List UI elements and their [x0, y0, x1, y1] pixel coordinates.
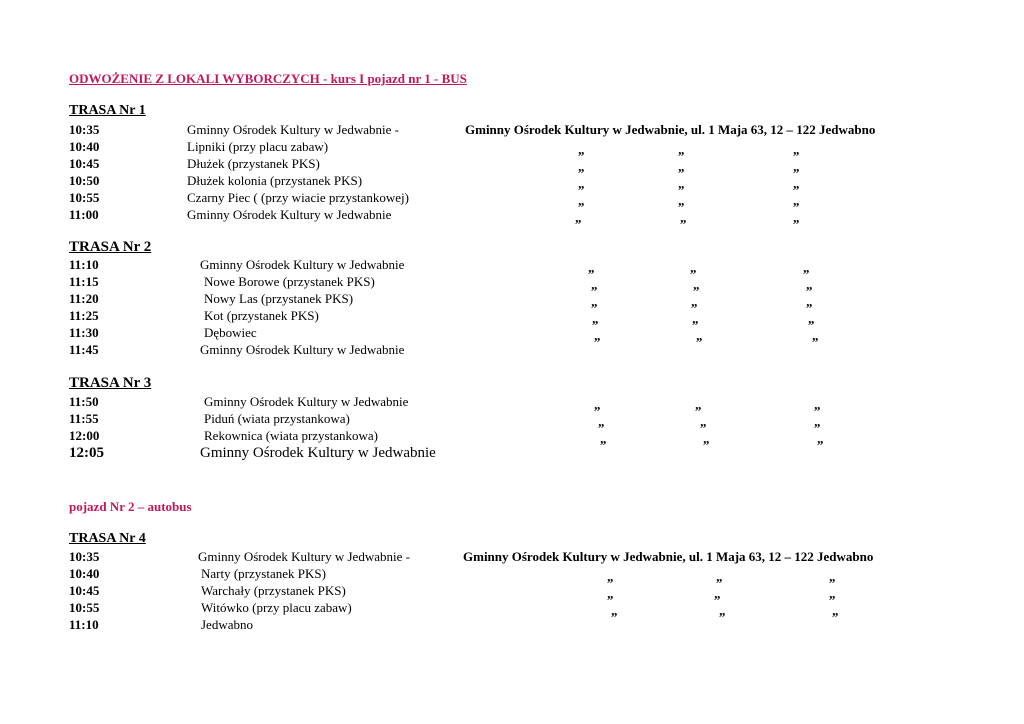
- ditto-mark: „: [691, 294, 698, 309]
- ditto-mark: „: [578, 176, 585, 191]
- route-3-place: Piduń (wiata przystankowa): [204, 411, 350, 426]
- route-4-time: 11:10: [69, 617, 99, 632]
- ditto-mark: „: [695, 397, 702, 412]
- route-1-time: 10:50: [69, 173, 100, 188]
- route-4-place: Narty (przystanek PKS): [201, 566, 326, 581]
- route-3-time: 12:05: [69, 445, 104, 461]
- route-3-time: 11:55: [69, 411, 99, 426]
- ditto-mark: „: [575, 210, 582, 225]
- ditto-mark: „: [803, 260, 810, 275]
- ditto-mark: „: [594, 397, 601, 412]
- ditto-mark: „: [578, 159, 585, 174]
- route-4-title: TRASA Nr 4: [69, 531, 146, 546]
- route-4-place: Witówko (przy placu zabaw): [201, 600, 352, 615]
- route-3-place: Gminny Ośrodek Kultury w Jedwabnie: [200, 445, 436, 461]
- route-1-time: 10:45: [69, 156, 100, 171]
- route-1-place: Lipniki (przy placu zabaw): [187, 139, 329, 154]
- ditto-mark: „: [700, 414, 707, 429]
- ditto-mark: „: [692, 311, 699, 326]
- route-4-place: Jedwabno: [201, 617, 253, 632]
- ditto-mark: „: [592, 311, 599, 326]
- route-2-place: Nowe Borowe (przystanek PKS): [204, 274, 375, 289]
- ditto-mark: „: [793, 193, 800, 208]
- route-1-time: 10:55: [69, 190, 100, 205]
- route-1-title: TRASA Nr 1: [69, 103, 146, 118]
- route-4-destination: Gminny Ośrodek Kultury w Jedwabnie, ul. 1 Maja 63, 12 – 122 Jedwabno: [463, 549, 874, 564]
- ditto-mark: „: [814, 397, 821, 412]
- ditto-mark: „: [719, 603, 726, 618]
- document-title: ODWOŻENIE Z LOKALI WYBORCZYCH - kurs I pojazd nr 1 - BUS: [69, 71, 467, 86]
- route-1-destination: Gminny Ośrodek Kultury w Jedwabnie, ul. 1 Maja 63, 12 – 122 Jedwabno: [465, 122, 876, 137]
- ditto-mark: „: [591, 294, 598, 309]
- route-4-time: 10:35: [69, 549, 100, 564]
- route-2-place: Gminny Ośrodek Kultury w Jedwabnie: [200, 342, 405, 357]
- ditto-mark: „: [578, 142, 585, 157]
- ditto-mark: „: [793, 176, 800, 191]
- ditto-mark: „: [696, 328, 703, 343]
- ditto-mark: „: [607, 586, 614, 601]
- route-1-place: Gminny Ośrodek Kultury w Jedwabnie: [187, 207, 392, 222]
- route-1-place: Czarny Piec ( (przy wiacie przystankowej): [187, 190, 409, 205]
- vehicle-2-title: pojazd Nr 2 – autobus: [69, 499, 192, 514]
- ditto-mark: „: [806, 277, 813, 292]
- ditto-mark: „: [678, 193, 685, 208]
- ditto-mark: „: [703, 431, 710, 446]
- route-3-title: TRASA Nr 3: [69, 375, 152, 391]
- ditto-mark: „: [714, 586, 721, 601]
- ditto-mark: „: [690, 260, 697, 275]
- ditto-mark: „: [793, 210, 800, 225]
- ditto-mark: „: [829, 586, 836, 601]
- ditto-mark: „: [808, 311, 815, 326]
- ditto-mark: „: [829, 569, 836, 584]
- route-2-time: 11:15: [69, 274, 99, 289]
- ditto-mark: „: [600, 431, 607, 446]
- ditto-mark: „: [594, 328, 601, 343]
- route-1-place: Gminny Ośrodek Kultury w Jedwabnie -: [187, 122, 399, 137]
- route-2-time: 11:10: [69, 257, 99, 272]
- route-3-place: Rekownica (wiata przystankowa): [204, 428, 378, 443]
- ditto-mark: „: [817, 431, 824, 446]
- route-2-place: Nowy Las (przystanek PKS): [204, 291, 354, 306]
- ditto-mark: „: [693, 277, 700, 292]
- route-2-time: 11:20: [69, 291, 99, 306]
- ditto-mark: „: [806, 294, 813, 309]
- route-1-place: Dłużek kolonia (przystanek PKS): [187, 173, 363, 188]
- route-3-place: Gminny Ośrodek Kultury w Jedwabnie: [204, 394, 409, 409]
- route-2-time: 11:45: [69, 342, 99, 357]
- route-4-place: Gminny Ośrodek Kultury w Jedwabnie -: [198, 549, 410, 564]
- ditto-mark: „: [678, 176, 685, 191]
- route-2-time: 11:25: [69, 308, 99, 323]
- route-1-time: 11:00: [69, 207, 99, 222]
- ditto-mark: „: [611, 603, 618, 618]
- route-2-place: Gminny Ośrodek Kultury w Jedwabnie: [200, 257, 405, 272]
- ditto-mark: „: [678, 142, 685, 157]
- route-2-title: TRASA Nr 2: [69, 239, 152, 255]
- ditto-mark: „: [680, 210, 687, 225]
- ditto-mark: „: [832, 603, 839, 618]
- route-4-time: 10:45: [69, 583, 100, 598]
- ditto-mark: „: [678, 159, 685, 174]
- ditto-mark: „: [814, 414, 821, 429]
- ditto-mark: „: [607, 569, 614, 584]
- route-1-place: Dłużek (przystanek PKS): [187, 156, 320, 171]
- ditto-mark: „: [591, 277, 598, 292]
- route-4-time: 10:55: [69, 600, 100, 615]
- route-2-place: Dębowiec: [204, 325, 257, 340]
- ditto-mark: „: [578, 193, 585, 208]
- ditto-mark: „: [793, 159, 800, 174]
- route-4-place: Warchały (przystanek PKS): [201, 583, 346, 598]
- ditto-mark: „: [716, 569, 723, 584]
- ditto-mark: „: [598, 414, 605, 429]
- ditto-mark: „: [793, 142, 800, 157]
- route-2-time: 11:30: [69, 325, 99, 340]
- ditto-mark: „: [588, 260, 595, 275]
- route-4-time: 10:40: [69, 566, 100, 581]
- route-1-time: 10:40: [69, 139, 100, 154]
- route-2-place: Kot (przystanek PKS): [204, 308, 319, 323]
- route-1-time: 10:35: [69, 122, 100, 137]
- ditto-mark: „: [812, 328, 819, 343]
- route-3-time: 11:50: [69, 394, 99, 409]
- route-3-time: 12:00: [69, 428, 100, 443]
